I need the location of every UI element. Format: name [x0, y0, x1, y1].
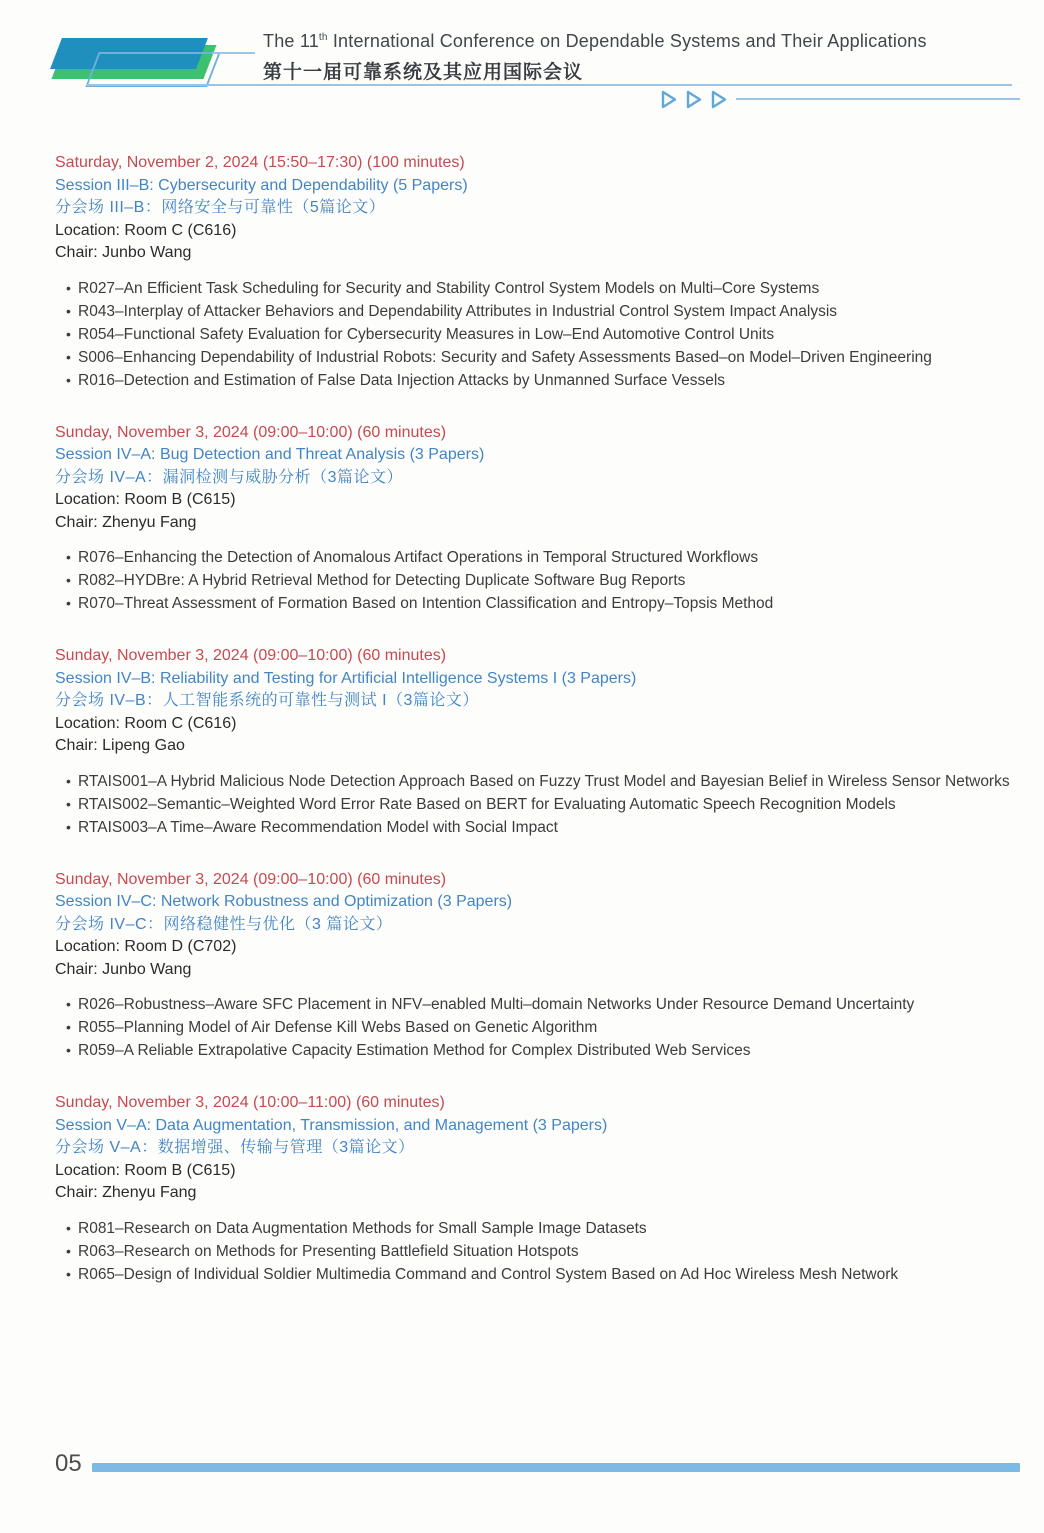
session-title-en: Session IV–C: Network Robustness and Optimization (3 Papers) — [55, 893, 513, 910]
session-title-en: Session V–A: Data Augmentation, Transmission, and Management (3 Papers) — [55, 1116, 608, 1134]
conference-title-superscript: th — [318, 32, 328, 43]
header-decoration — [660, 90, 1044, 110]
paper-list — [55, 770, 1030, 839]
conference-title-zh: 第十一届可靠系统及其应用国际会议 — [263, 62, 584, 83]
session-datetime: Saturday, November 2, 2024 (15:50–17:30) (100 minutes) — [55, 154, 465, 171]
session-chair: Chair: Junbo Wang — [55, 244, 192, 261]
session-block-V-A — [55, 1092, 1030, 1286]
session-title-en: Session IV–B: Reliability and Testing for Artificial Intelligence Systems I (3 Papers) — [55, 669, 637, 687]
session-title-zh: 分会场 III–B：网络安全与可靠性（5篇论文） — [55, 199, 386, 216]
logo-outline-parallelogram — [85, 52, 220, 87]
header-right-line — [736, 98, 1020, 100]
session-location: Location: Room C (C616) — [55, 221, 237, 239]
session-datetime: Sunday, November 3, 2024 (09:00–10:00) (60 minutes) — [55, 423, 447, 441]
header-long-line — [86, 84, 1012, 86]
paper-item: • R027–An Efficient Task Scheduling for Security and Stability Control System Models on Multi–Core Systems — [55, 277, 1030, 300]
paper-item: • RTAIS001–A Hybrid Malicious Node Detection Approach Based on Fuzzy Trust Model and Bayesian Belief in Wireless Sensor Networks — [55, 770, 1030, 793]
session-block-IV-B — [55, 645, 1030, 839]
session-title-en: Session IV–A: Bug Detection and Threat Analysis (3 Papers) — [55, 446, 485, 463]
session-chair: Chair: Junbo Wang — [55, 960, 192, 978]
paper-list — [55, 993, 1030, 1062]
paper-list — [55, 1217, 1030, 1286]
session-datetime: Sunday, November 3, 2024 (10:00–11:00) (60 minutes) — [55, 1094, 445, 1111]
footer-bar — [92, 1463, 1020, 1472]
session-datetime: Sunday, November 3, 2024 (09:00–10:00) (60 minutes) — [55, 647, 447, 664]
session-location: Location: Room D (C702) — [55, 938, 237, 955]
paper-item: • R055–Planning Model of Air Defense Kill Webs Based on Genetic Algorithm — [55, 1016, 1030, 1039]
paper-item: • S006–Enhancing Dependability of Industrial Robots: Security and Safety Assessments Based–on Model–Driven Engineering — [55, 346, 1030, 369]
session-location: Location: Room B (C615) — [55, 491, 236, 508]
paper-list — [55, 277, 1030, 392]
conference-title-rest: International Conference on Dependable Systems and Their Applications — [327, 31, 927, 51]
page-footer — [0, 1448, 1044, 1488]
triangle-arrows-icon — [660, 90, 730, 110]
paper-item: • R081–Research on Data Augmentation Methods for Small Sample Image Datasets — [55, 1217, 1030, 1240]
session-chair: Chair: Zhenyu Fang — [55, 1184, 197, 1201]
paper-item: • R076–Enhancing the Detection of Anomalous Artifact Operations in Temporal Structured Workflows — [55, 546, 1030, 569]
session-block-III-B — [55, 152, 1030, 392]
session-datetime: Sunday, November 3, 2024 (09:00–10:00) (60 minutes) — [55, 870, 447, 888]
conference-title-en — [263, 31, 927, 52]
paper-item: • R016–Detection and Estimation of False Data Injection Attacks by Unmanned Surface Vessels — [55, 369, 1030, 392]
program-content — [55, 152, 1030, 1316]
session-title-zh: 分会场 IV–C：网络稳健性与优化（3 篇论文） — [55, 915, 393, 933]
session-block-IV-A — [55, 422, 1030, 616]
session-chair: Chair: Zhenyu Fang — [55, 513, 197, 531]
paper-item: • R059–A Reliable Extrapolative Capacity Estimation Method for Complex Distributed Web Services — [55, 1039, 1030, 1062]
paper-item: • RTAIS002–Semantic–Weighted Word Error Rate Based on BERT for Evaluating Automatic Speech Recognition Models — [55, 793, 1030, 816]
session-location: Location: Room B (C615) — [55, 1161, 236, 1179]
session-title-en: Session III–B: Cybersecurity and Dependability (5 Papers) — [55, 176, 468, 194]
session-location: Location: Room C (C616) — [55, 714, 237, 732]
page-number: 05 — [55, 1450, 82, 1477]
conference-title-prefix: The 11 — [263, 31, 319, 51]
paper-item: • R054–Functional Safety Evaluation for Cybersecurity Measures in Low–End Automotive Control Units — [55, 323, 1030, 346]
session-chair: Chair: Lipeng Gao — [55, 737, 185, 754]
paper-item: • R043–Interplay of Attacker Behaviors and Dependability Attributes in Industrial Control System Impact Analysis — [55, 300, 1030, 323]
paper-item: • R063–Research on Methods for Presenting Battlefield Situation Hotspots — [55, 1240, 1030, 1263]
page-header — [0, 0, 1044, 130]
session-title-zh: 分会场 IV–B：人工智能系统的可靠性与测试 I（3篇论文） — [55, 692, 479, 709]
paper-item: • R065–Design of Individual Soldier Multimedia Command and Control System Based on Ad Hoc Wireless Mesh Network — [55, 1263, 1030, 1286]
session-title-zh: 分会场 V–A：数据增强、传输与管理（3篇论文） — [55, 1139, 415, 1156]
session-title-zh: 分会场 IV–A：漏洞检测与威胁分析（3篇论文） — [55, 468, 404, 486]
paper-item: • R070–Threat Assessment of Formation Based on Intention Classification and Entropy–Topsis Method — [55, 592, 1030, 615]
header-short-line — [212, 52, 255, 54]
paper-list — [55, 546, 1030, 615]
paper-item: • R082–HYDBre: A Hybrid Retrieval Method for Detecting Duplicate Software Bug Reports — [55, 569, 1030, 592]
session-block-IV-C — [55, 869, 1030, 1063]
paper-item: • R026–Robustness–Aware SFC Placement in NFV–enabled Multi–domain Networks Under Resource Demand Uncertainty — [55, 993, 1030, 1016]
paper-item: • RTAIS003–A Time–Aware Recommendation Model with Social Impact — [55, 816, 1030, 839]
